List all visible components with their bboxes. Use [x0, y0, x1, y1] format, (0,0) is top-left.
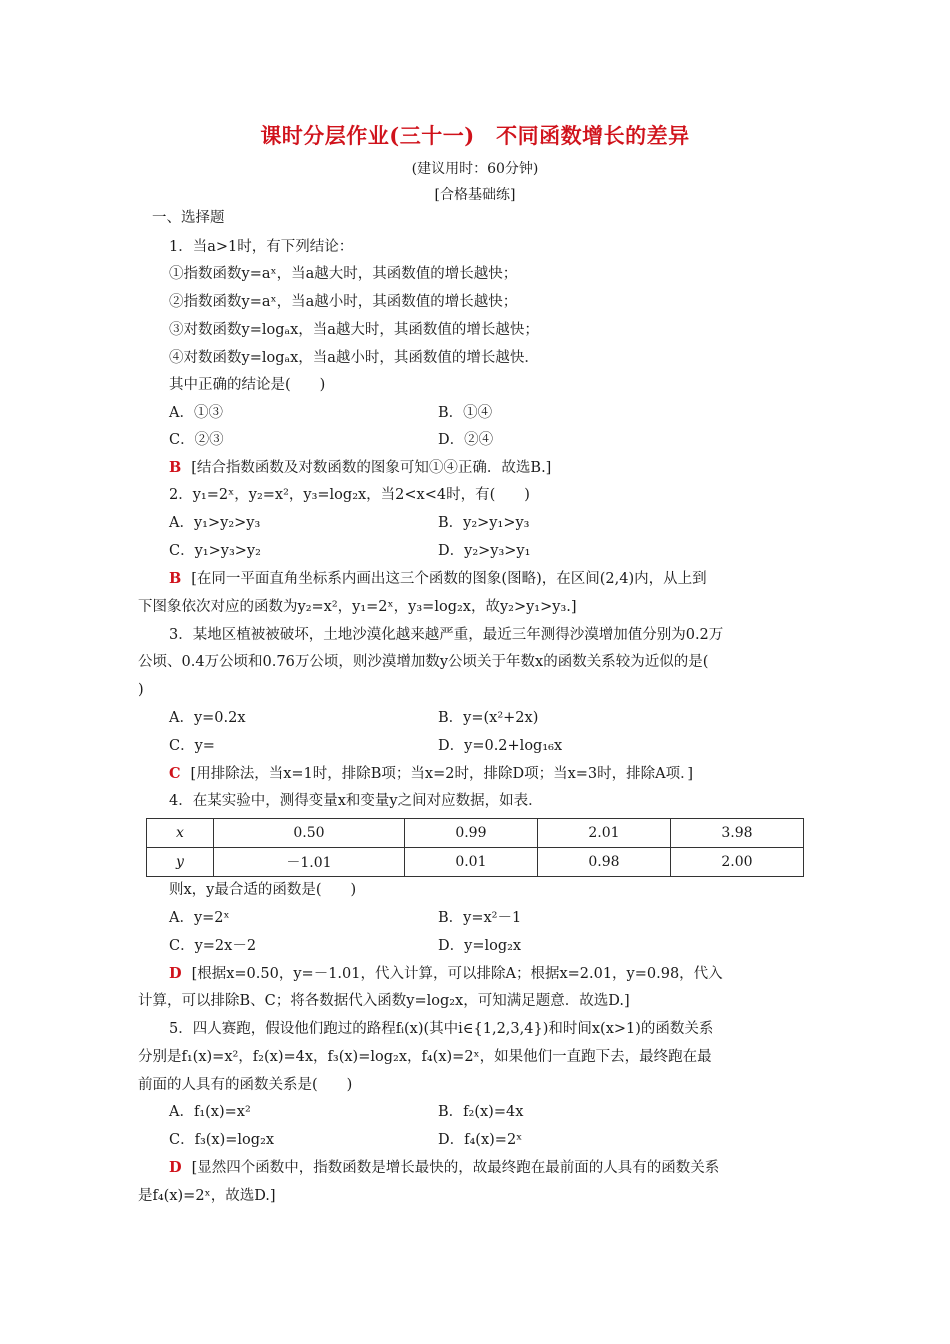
q4-option-d: D．y=log₂x — [438, 938, 522, 954]
table-cell: 0.50 — [214, 819, 405, 848]
q2-option-a: A．y₁>y₂>y₃ — [169, 515, 261, 531]
q1-option-c: C．②③ — [169, 432, 224, 448]
q1-item-4: ④对数函数y=logₐx，当a越小时，其函数值的增长越快． — [169, 350, 539, 366]
q2-option-c: C．y₁>y₃>y₂ — [169, 543, 261, 559]
q2-answer — [169, 569, 707, 589]
q4-ask: 则x，y最合适的函数是( ) — [169, 882, 357, 898]
table-cell: 0.99 — [404, 819, 537, 848]
table-cell: 3.98 — [670, 819, 803, 848]
table-header-cell: y — [147, 848, 214, 877]
q1-item-2: ②指数函数y=aˣ，当a越小时，其函数值的增长越快； — [169, 294, 518, 310]
table-cell: －1.01 — [214, 848, 405, 877]
q2-explanation-line1: [在同一平面直角坐标系内画出这三个函数的图象(图略)，在区间(2,4)内，从上到 — [191, 571, 707, 587]
q2-option-b: B．y₂>y₁>y₃ — [438, 515, 530, 531]
suggested-time: (建议用时：60分钟) — [411, 161, 539, 177]
q1-item-3: ③对数函数y=logₐx，当a越大时，其函数值的增长越快； — [169, 322, 539, 338]
q1-explanation: [结合指数函数及对数函数的图象可知①④正确．故选B.] — [191, 460, 552, 476]
q1-option-a: A．①③ — [169, 405, 223, 421]
q3-answer-letter: C — [169, 765, 181, 782]
q2-answer-letter: B — [169, 570, 182, 587]
q1-answer-letter: B — [169, 459, 182, 476]
table-row — [147, 819, 804, 848]
q4-stem: 4．在某实验中，测得变量x和变量y之间对应数据，如表． — [169, 793, 543, 809]
q1-option-b: B．①④ — [438, 405, 493, 421]
level-label: [合格基础练] — [434, 187, 516, 203]
q3-answer — [169, 764, 693, 784]
q1-item-1: ①指数函数y=aˣ，当a越大时，其函数值的增长越快； — [169, 266, 518, 282]
q5-option-a: A．f₁(x)=x² — [169, 1104, 251, 1120]
q4-explanation-line2: 计算，可以排除B、C；将各数据代入函数y=log₂x，可知满足题意．故选D.] — [138, 993, 630, 1009]
page-title: 课时分层作业(三十一) 不同函数增长的差异 — [260, 123, 690, 148]
q3-explanation: [用排除法，当x=1时，排除B项；当x=2时，排除D项；当x=3时，排除A项．] — [190, 766, 694, 782]
q3-stem-line2: 公顷、0.4万公顷和0.76万公顷，则沙漠增加数y公顷关于年数x的函数关系较为近似的是( — [138, 654, 709, 670]
table-cell: 2.01 — [537, 819, 670, 848]
q5-stem-line3: 前面的人具有的函数关系是( ) — [138, 1077, 353, 1093]
q4-option-a: A．y=2ˣ — [169, 910, 230, 926]
q3-stem-line1: 3．某地区植被被破坏，土地沙漠化越来越严重，最近三年测得沙漠增加值分别为0.2万 — [169, 627, 724, 643]
table-cell: 2.00 — [670, 848, 803, 877]
q3-stem-line3: ) — [138, 682, 144, 698]
table-header-cell: x — [147, 819, 214, 848]
q5-answer-letter: D — [169, 1159, 182, 1176]
q4-option-c: C．y=2x－2 — [169, 938, 257, 954]
q4-explanation-line1: [根据x=0.50，y=－1.01，代入计算，可以排除A；根据x=2.01，y=0.98，代入 — [191, 966, 723, 982]
q3-option-b: B．y=(x²+2x) — [438, 710, 539, 726]
q5-option-b: B．f₂(x)=4x — [438, 1104, 524, 1120]
table-cell: 0.98 — [537, 848, 670, 877]
q5-stem-line1: 5．四人赛跑，假设他们跑过的路程fᵢ(x)(其中i∈{1,2,3,4})和时间x(x>1)的函数关系 — [169, 1021, 714, 1037]
q1-ask: 其中正确的结论是( ) — [169, 377, 326, 393]
q5-explanation-line2: 是f₄(x)=2ˣ，故选D.] — [138, 1188, 276, 1204]
q4-answer-letter: D — [169, 965, 182, 982]
table-cell: 0.01 — [404, 848, 537, 877]
q4-option-b: B．y=x²－1 — [438, 910, 522, 926]
q5-explanation-line1: [显然四个函数中，指数函数是增长最快的，故最终跑在最前面的人具有的函数关系 — [191, 1160, 720, 1176]
q5-answer — [169, 1158, 719, 1178]
q1-option-d: D．②④ — [438, 432, 494, 448]
q4-data-table — [146, 818, 804, 877]
section-label: 一、选择题 — [152, 210, 225, 226]
q2-explanation-line2: 下图象依次对应的函数为y₂=x²，y₁=2ˣ，y₃=log₂x，故y₂>y₁>y₃.] — [138, 599, 577, 615]
q5-option-c: C．f₃(x)=log₂x — [169, 1132, 275, 1148]
table-row — [147, 848, 804, 877]
q3-option-c: C．y= — [169, 738, 215, 754]
q1-answer — [169, 458, 551, 478]
q1-stem: 1．当a>1时，有下列结论： — [169, 239, 354, 255]
q3-option-a: A．y=0.2x — [169, 710, 246, 726]
q2-stem: 2．y₁=2ˣ，y₂=x²，y₃=log₂x，当2<x<4时，有( ) — [169, 487, 530, 503]
q5-option-d: D．f₄(x)=2ˣ — [438, 1132, 523, 1148]
q2-option-d: D．y₂>y₃>y₁ — [438, 543, 531, 559]
q5-stem-line2: 分别是f₁(x)=x²，f₂(x)=4x，f₃(x)=log₂x，f₄(x)=2ˣ，如果他们一直跑下去，最终跑在最 — [138, 1049, 712, 1065]
q4-answer — [169, 964, 723, 984]
q3-option-d: D．y=0.2+log₁₆x — [438, 738, 563, 754]
